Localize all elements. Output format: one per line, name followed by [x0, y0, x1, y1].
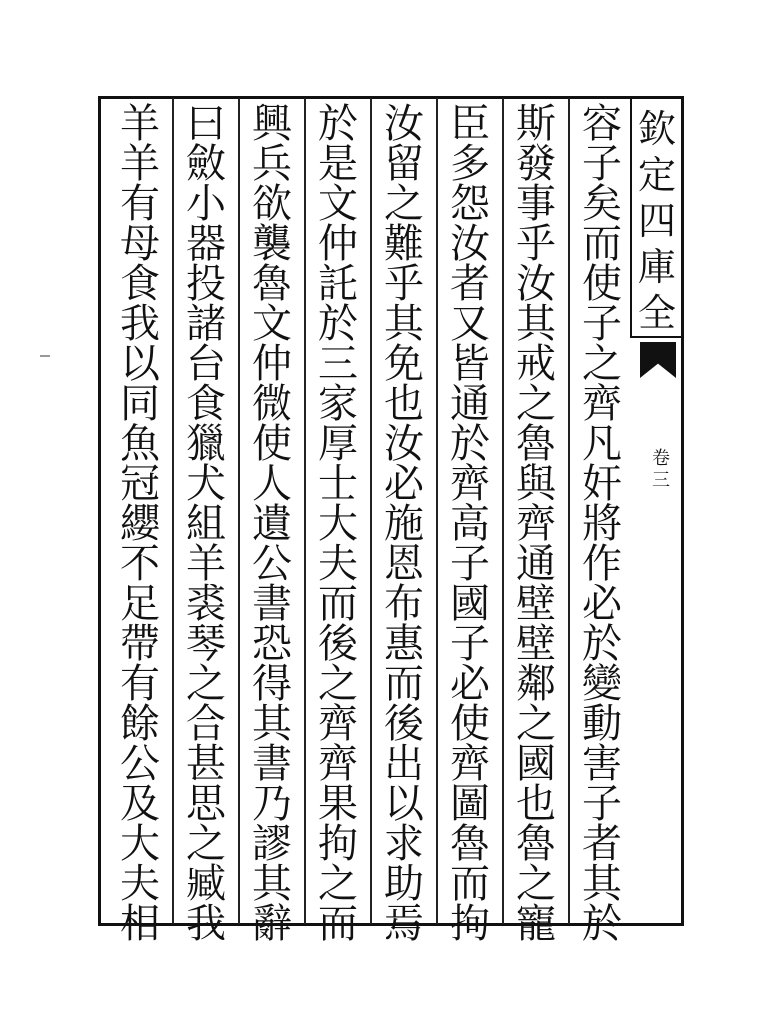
- character: 甚: [186, 741, 226, 787]
- character: 大: [120, 821, 160, 867]
- character: 使: [450, 701, 490, 747]
- character: 纓: [120, 501, 160, 547]
- character: 而: [384, 661, 424, 707]
- column-rule: [436, 98, 438, 924]
- character: 投: [186, 261, 226, 307]
- character: 戒: [516, 341, 556, 387]
- text-column: [510, 101, 562, 947]
- character: 是: [318, 141, 358, 187]
- character: 也: [384, 381, 424, 427]
- character: 齊: [450, 461, 490, 507]
- character: 果: [318, 781, 358, 827]
- column-rule: [502, 98, 504, 924]
- character: 公: [252, 541, 292, 587]
- column-rule: [568, 98, 570, 924]
- character: 襲: [252, 221, 292, 267]
- character: 與: [516, 461, 556, 507]
- character: 齊: [582, 381, 622, 427]
- character: 微: [252, 381, 292, 427]
- character: 於: [318, 101, 358, 147]
- column-rule: [238, 98, 240, 924]
- character: 以: [384, 781, 424, 827]
- character: 人: [252, 461, 292, 507]
- text-column: [246, 101, 298, 947]
- character: 興: [252, 101, 292, 147]
- character: 其: [582, 861, 622, 907]
- character: 容: [582, 101, 622, 147]
- character: 齊: [318, 701, 358, 747]
- book-title-margin: [630, 98, 682, 338]
- character: 魯: [516, 421, 556, 467]
- character: 魯: [252, 261, 292, 307]
- character: 出: [384, 741, 424, 787]
- character: 作: [582, 541, 622, 587]
- character: 之: [318, 861, 358, 907]
- character: 以: [120, 341, 160, 387]
- character: 而: [450, 861, 490, 907]
- character: 羊: [120, 101, 160, 147]
- character: 必: [582, 581, 622, 627]
- character: 大: [318, 501, 358, 547]
- character: 怨: [450, 181, 490, 227]
- character: 仲: [252, 341, 292, 387]
- character: 餘: [120, 701, 160, 747]
- character: 拘: [318, 821, 358, 867]
- character: 夫: [318, 541, 358, 587]
- character: 必: [384, 461, 424, 507]
- text-column: [444, 101, 496, 947]
- character: 免: [384, 341, 424, 387]
- juan-char: 三: [652, 470, 670, 491]
- character: 必: [450, 661, 490, 707]
- character: 託: [318, 261, 358, 307]
- character: 施: [384, 501, 424, 547]
- character: 齊: [516, 501, 556, 547]
- character: 之: [384, 181, 424, 227]
- character: 器: [186, 221, 226, 267]
- character: 臧: [186, 861, 226, 907]
- character: 子: [582, 141, 622, 187]
- character: 不: [120, 541, 160, 587]
- character: 布: [384, 581, 424, 627]
- title-char: 欽: [637, 107, 676, 151]
- character: 國: [450, 581, 490, 627]
- character: 子: [582, 781, 622, 827]
- character: 將: [582, 501, 622, 547]
- character: 台: [186, 341, 226, 387]
- text-column: [180, 101, 232, 947]
- character: 之: [318, 661, 358, 707]
- character: 我: [186, 901, 226, 947]
- character: 士: [318, 461, 358, 507]
- character: 有: [120, 661, 160, 707]
- character: 者: [582, 821, 622, 867]
- character: 後: [384, 701, 424, 747]
- character: 之: [186, 661, 226, 707]
- character: 其: [516, 301, 556, 347]
- character: 汝: [450, 221, 490, 267]
- character: 魯: [450, 821, 490, 867]
- character: 國: [516, 741, 556, 787]
- character: 之: [516, 861, 556, 907]
- character: 夫: [120, 861, 160, 907]
- character: 相: [120, 901, 160, 947]
- character: 子: [450, 541, 490, 587]
- character: 乎: [516, 221, 556, 267]
- character: 小: [186, 181, 226, 227]
- character: 犬: [186, 461, 226, 507]
- character: 乃: [252, 781, 292, 827]
- character: 皆: [450, 341, 490, 387]
- text-column: [378, 101, 430, 947]
- character: 欲: [252, 181, 292, 227]
- character: 於: [582, 901, 622, 947]
- title-char: 定: [637, 153, 676, 197]
- text-column: [114, 101, 166, 947]
- character: 魯: [516, 821, 556, 867]
- character: 獵: [186, 421, 226, 467]
- character: 焉: [384, 901, 424, 947]
- character: 裘: [186, 581, 226, 627]
- character: 其: [384, 301, 424, 347]
- character: 通: [516, 541, 556, 587]
- character: 家: [318, 381, 358, 427]
- character: 琴: [186, 621, 226, 667]
- character: 動: [582, 701, 622, 747]
- character: 帶: [120, 621, 160, 667]
- character: 於: [318, 301, 358, 347]
- title-char: 庫: [637, 245, 676, 289]
- character: 之: [516, 701, 556, 747]
- character: 食: [120, 261, 160, 307]
- character: 圖: [450, 781, 490, 827]
- character: 其: [252, 701, 292, 747]
- character: 乎: [384, 261, 424, 307]
- character: 留: [384, 141, 424, 187]
- character: 謬: [252, 821, 292, 867]
- character: 而: [318, 901, 358, 947]
- character: 羊: [186, 541, 226, 587]
- character: 變: [582, 661, 622, 707]
- character: 斯: [516, 101, 556, 147]
- character: 於: [582, 621, 622, 667]
- character: 惠: [384, 621, 424, 667]
- character: 文: [252, 301, 292, 347]
- character: 汝: [384, 421, 424, 467]
- character: 羊: [120, 141, 160, 187]
- character: 壁: [516, 581, 556, 627]
- character: 壁: [516, 621, 556, 667]
- character: 奸: [582, 461, 622, 507]
- character: 之: [186, 821, 226, 867]
- character: 鄰: [516, 661, 556, 707]
- character: 也: [516, 781, 556, 827]
- character: 其: [252, 861, 292, 907]
- character: 厚: [318, 421, 358, 467]
- character: 後: [318, 621, 358, 667]
- character: 得: [252, 661, 292, 707]
- text-column: [312, 101, 364, 947]
- character: 矣: [582, 181, 622, 227]
- character: 恩: [384, 541, 424, 587]
- character: 同: [120, 381, 160, 427]
- character: 發: [516, 141, 556, 187]
- character: 冠: [120, 461, 160, 507]
- character: 魚: [120, 421, 160, 467]
- character: 齊: [318, 741, 358, 787]
- character: 諸: [186, 301, 226, 347]
- character: 使: [252, 421, 292, 467]
- character: 助: [384, 861, 424, 907]
- character: 及: [120, 781, 160, 827]
- character: 凡: [582, 421, 622, 467]
- character: 我: [120, 301, 160, 347]
- character: 使: [582, 261, 622, 307]
- character: 子: [582, 301, 622, 347]
- character: 多: [450, 141, 490, 187]
- character: 通: [450, 381, 490, 427]
- character: 子: [450, 621, 490, 667]
- column-rule: [370, 98, 372, 924]
- character: 拘: [450, 901, 490, 947]
- character: 斂: [186, 141, 226, 187]
- text-column: [576, 101, 628, 947]
- character: 求: [384, 821, 424, 867]
- juan-label: [652, 448, 670, 492]
- title-char: 四: [637, 199, 676, 243]
- juan-char: 卷: [652, 448, 670, 469]
- character: 恐: [252, 621, 292, 667]
- character: 書: [252, 581, 292, 627]
- character: 足: [120, 581, 160, 627]
- character: 曰: [186, 101, 226, 147]
- column-rule: [304, 98, 306, 924]
- character: 母: [120, 221, 160, 267]
- character: 仲: [318, 221, 358, 267]
- character: 思: [186, 781, 226, 827]
- character: 汝: [516, 261, 556, 307]
- character: 者: [450, 261, 490, 307]
- character: 而: [318, 581, 358, 627]
- character: 寵: [516, 901, 556, 947]
- character: 事: [516, 181, 556, 227]
- character: 書: [252, 741, 292, 787]
- character: 有: [120, 181, 160, 227]
- character: 食: [186, 381, 226, 427]
- character: 又: [450, 301, 490, 347]
- character: 而: [582, 221, 622, 267]
- character: 汝: [384, 101, 424, 147]
- column-rule: [172, 98, 174, 924]
- title-char: 全: [637, 291, 676, 335]
- character: 辭: [252, 901, 292, 947]
- character: 害: [582, 741, 622, 787]
- character: 文: [318, 181, 358, 227]
- character: 之: [516, 381, 556, 427]
- character: 難: [384, 221, 424, 267]
- character: 組: [186, 501, 226, 547]
- character: 之: [582, 341, 622, 387]
- character: 兵: [252, 141, 292, 187]
- character: 三: [318, 341, 358, 387]
- character: 遺: [252, 501, 292, 547]
- character: 合: [186, 701, 226, 747]
- character: 高: [450, 501, 490, 547]
- character: 公: [120, 741, 160, 787]
- margin-mark: [40, 355, 50, 357]
- character: 於: [450, 421, 490, 467]
- character: 臣: [450, 101, 490, 147]
- character: 齊: [450, 741, 490, 787]
